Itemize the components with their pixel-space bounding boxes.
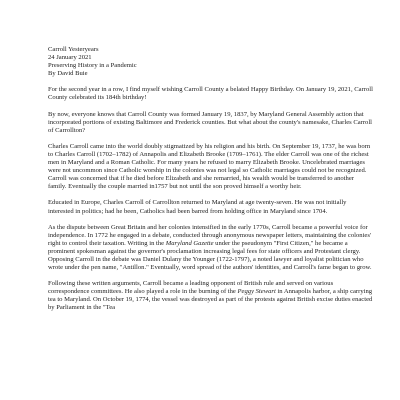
paragraph-2: By now, everyone knows that Carroll County was formed January 19, 1837, by Maryland General Assembly action that incorporated portions of existing Baltimore and Frederick counties. But what about the county's namesake, Charles Carroll of Carrollton? — [48, 110, 373, 134]
paragraph-5-text-b: under the pseudonym "First Citizen," he became a prominent spokesman against the governor's proclamation increasing legal fees for state officers and Protestant clergy. Opposing Carroll in the debate was Daniel Dulany the Younger (1722-1797), a noted lawyer and loyalist politician who wrote under the pen name, "Antillon." Eventually, word spread of the authors' identities, and Carroll's fame began to grow. — [48, 239, 372, 272]
publication-date: 24 January 2021 — [48, 54, 92, 62]
newspaper-title: Maryland Gazette — [165, 239, 214, 247]
paragraph-6 — [48, 280, 373, 312]
article-subtitle: Preserving History in a Pandemic — [48, 62, 137, 70]
paragraph-5 — [48, 224, 373, 273]
byline: By David Buie — [48, 70, 88, 78]
paragraph-4: Educated in Europe, Charles Carroll of Carrollton returned to Maryland at age twenty-seven. He was not initially interested in politics; had he been, Catholics had been barred from holding office in Maryland since 1704. — [48, 199, 347, 215]
paragraph-1: For the second year in a row, I find myself wishing Carroll County a belated Happy Birthday. On January 19, 2021, Carroll County celebrated its 184th birthday! — [48, 86, 373, 102]
ship-name: Peggy Stewart — [237, 288, 276, 296]
paragraph-3: Charles Carroll came into the world doubly stigmatized by his religion and his birth. On September 19, 1737, he was born to Charles Carroll (1702–1782) of Annapolis and Elizabeth Brooke (1709–1761). The elder Carroll was one of the richest men in Maryland and a Roman Catholic. For many years he refused to marry Elizabeth Brooke. Uncelebrated marriages were not uncommon since Catholic worship in the colonies was not legal so Catholic marriages could not be recognized. Carroll was concerned that if he died before Elizabeth and she remarried, his wealth would be transferred to another family. Eventually the couple married in1757 but not until the son proved himself a worthy heir. — [48, 142, 371, 191]
column-title: Carroll Yesteryears — [48, 46, 99, 53]
document-page — [48, 46, 373, 321]
paragraph-6-text-b: in Annapolis harbor, a ship carrying tea to Maryland. On October 19, 1774, the vessel was destroyed as part of the protests against British excise duties enacted by Parliament in the "Tea — [48, 288, 373, 312]
paragraph-6-text-a: Following these written arguments, Carroll became a leading opponent of British rule and served on various correspondence committees. He also played a role in the burning of the — [48, 280, 334, 296]
paragraph-5-text-a: As the dispute between Great Britain and her colonies intensified in the early 1770s, Carroll became a powerful voice for independence. In 1772 he engaged in a debate, conducted through anonymous newspaper letters, maintaining the colonies' right to control their taxation. Writing in the — [48, 223, 372, 247]
article-header — [48, 46, 373, 78]
